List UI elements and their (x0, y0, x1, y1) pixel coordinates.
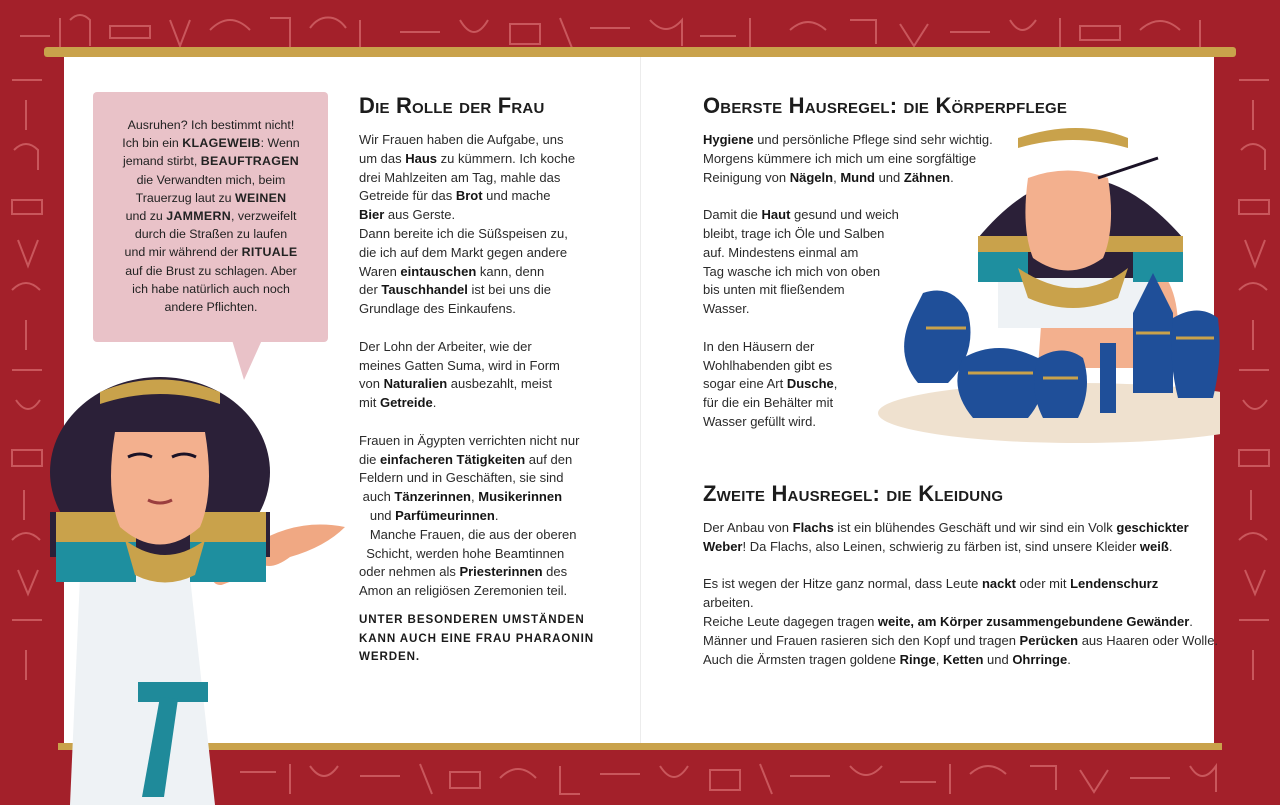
text-line (111, 134, 311, 152)
paragraph (703, 131, 1123, 187)
text-run: , verzweifelt (230, 209, 297, 224)
bold-term: JAMMERN (166, 209, 231, 224)
text-line (703, 594, 1183, 613)
text-run: Frauen in Ägypten verrichten nicht nur (359, 432, 580, 448)
text-line (359, 357, 599, 376)
text-line (703, 538, 1183, 557)
paragraph (359, 338, 599, 413)
section-role-of-women (359, 93, 599, 667)
text-run: Ich bin ein (122, 136, 183, 151)
paragraph-gap (359, 319, 599, 338)
text-line (703, 244, 1123, 263)
text-run: . (432, 395, 437, 411)
bold-term: geschickter (1116, 520, 1189, 535)
bold-term: KLAGEWEIB (182, 136, 261, 151)
text-line (703, 394, 1123, 413)
text-line (359, 545, 599, 564)
text-run: Der Anbau von (703, 520, 793, 535)
bold-term: Ohrringe (1012, 651, 1068, 667)
text-line (703, 613, 1193, 632)
bold-term: Perücken (1019, 632, 1079, 648)
text-line (359, 507, 599, 526)
bold-term: Dusche (786, 376, 834, 392)
text-line (359, 469, 599, 488)
text-run: um das (359, 150, 406, 166)
text-line (703, 281, 1123, 300)
text-run: zu kümmern. Ich koche (437, 150, 576, 166)
text-line (359, 338, 599, 357)
text-line (703, 131, 1123, 150)
text-run: durch die Straßen zu laufen (134, 227, 288, 242)
callout-pharaonin (359, 611, 599, 667)
text-line (111, 280, 311, 298)
bold-term: weiß (1139, 538, 1169, 554)
text-line (111, 171, 311, 189)
text-run: . (494, 507, 499, 523)
bold-term: Brot (455, 188, 483, 204)
text-run: ausbezahlt, meist (447, 376, 552, 392)
hieroglyph-band-right (1225, 50, 1280, 745)
text-line (703, 263, 1123, 282)
text-line (359, 150, 599, 169)
text-run: , (471, 489, 479, 505)
text-run: Tag wasche ich mich von oben (703, 263, 881, 279)
text-run: und (874, 169, 904, 185)
egyptian-woman-illustration (20, 362, 360, 805)
text-line (703, 632, 1219, 651)
text-run: der (359, 282, 382, 298)
bold-term: Weber (703, 538, 743, 554)
text-run: auf. Mindestens einmal am (703, 244, 859, 260)
text-run: In den Häusern der (703, 338, 815, 354)
text-run: , (833, 376, 838, 392)
text-line (111, 225, 311, 243)
paragraph (703, 575, 1219, 669)
text-run: Auch die Ärmsten tragen goldene (703, 651, 900, 667)
text-run: auch (359, 489, 395, 505)
text-run: Wir Frauen haben die Aufgabe, uns (359, 132, 564, 147)
text-run: meines Gatten Suma, wird in Form (359, 357, 560, 373)
text-run: Reiche Leute dagegen tragen (703, 613, 878, 629)
paragraph-gap (359, 413, 599, 432)
text-run: Wasser gefüllt wird. (703, 413, 816, 429)
paragraph-gap (703, 187, 1123, 206)
text-line (359, 563, 599, 582)
text-run: und mache (482, 188, 551, 204)
bold-term: Getreide (379, 395, 433, 411)
text-run: und mir während der (124, 245, 242, 260)
text-run: ! Da Flachs, also Leinen, schwierig zu färben ist, sind unsere Kleider (742, 538, 1140, 554)
text-run: Wasser. (703, 301, 750, 317)
text-line (111, 152, 311, 170)
paragraph-gap (703, 557, 1183, 576)
paragraph (703, 206, 1123, 319)
paragraph (703, 519, 1189, 557)
section-title-body-care: Oberste Hausregel: die Körperpflege (703, 93, 1068, 118)
text-run: Wohlhabenden gibt es (703, 357, 833, 373)
text-line (359, 263, 599, 282)
text-line (703, 206, 1123, 225)
bold-term: Lendenschurz (1070, 576, 1159, 592)
text-run: Grundlage des Einkaufens. (359, 301, 516, 317)
bold-term: Haut (761, 207, 791, 223)
text-line (111, 243, 311, 261)
section-clothing (703, 481, 1219, 669)
text-run: für die ein Behälter mit (703, 395, 834, 411)
text-run: sogar eine Art (703, 376, 787, 392)
paragraph (359, 131, 599, 319)
text-run: die Verwandten mich, beim (136, 172, 286, 187)
text-run: Getreide für das (359, 188, 456, 204)
text-line (703, 651, 1183, 670)
text-line (359, 281, 599, 300)
text-run: Dann bereite ich die Süßspeisen zu, (359, 225, 568, 241)
bold-term: einfacheren Tätigkeiten (379, 451, 526, 467)
bold-term: Bier (359, 207, 385, 223)
bold-term: Naturalien (383, 376, 448, 392)
text-run: aus Gerste. (384, 207, 456, 223)
text-run: von (359, 376, 384, 392)
bold-term: Parfümeurinnen (395, 507, 495, 523)
text-line (111, 207, 311, 225)
text-run: Damit die (703, 207, 762, 223)
bold-term: Ketten (942, 651, 984, 667)
paragraph (359, 432, 599, 601)
text-line (359, 244, 599, 263)
text-line (359, 488, 599, 507)
speech-bubble-text (111, 116, 311, 316)
section-body-care (703, 93, 1123, 432)
text-run: : Wenn (260, 136, 300, 151)
section-body-role-of-women (359, 131, 599, 601)
text-run: aus Haaren oder Wolle. (1078, 632, 1219, 648)
text-run: Waren (359, 263, 401, 279)
text-line (359, 169, 599, 188)
callout-line: UNTER BESONDEREN UMSTÄNDEN (359, 612, 585, 626)
text-run: Schicht, werden hohe Beamtinnen (359, 545, 565, 561)
text-line (703, 575, 1183, 594)
text-run: auf die Brust zu schlagen. Aber (125, 263, 297, 278)
text-run: bleibt, trage ich Öle und Salben (703, 225, 885, 241)
text-run: ich habe natürlich auch noch (132, 281, 290, 296)
text-run: die (359, 451, 380, 467)
text-line (703, 519, 1189, 538)
text-run: , (935, 651, 943, 667)
section-body-body-care (703, 131, 1123, 432)
bold-term: Nägeln (789, 169, 834, 185)
bold-term: Musikerinnen (478, 489, 563, 505)
text-run: ist ein blühendes Geschäft und wir sind ein Volk (833, 520, 1117, 535)
bold-term: RITUALE (241, 245, 298, 260)
text-run: . (1067, 651, 1071, 667)
bold-term: Zähnen (903, 169, 951, 185)
text-run: , (833, 169, 841, 185)
text-line (111, 116, 311, 134)
paragraph-gap (703, 319, 1123, 338)
text-line (703, 169, 1123, 188)
bold-term: WEINEN (235, 190, 287, 205)
text-line (359, 225, 599, 244)
text-run: bis unten mit fließendem (703, 282, 845, 298)
page-fold (640, 57, 641, 743)
text-run: Männer und Frauen rasieren sich den Kopf und tragen (703, 632, 1020, 648)
section-title-clothing: Zweite Hausregel: die Kleidung (703, 481, 1004, 506)
section-title-role-of-women: Die Rolle der Frau (359, 93, 545, 118)
text-run: oder mit (1015, 576, 1071, 592)
text-line (359, 300, 599, 319)
text-run: ist bei uns die (467, 282, 551, 298)
text-run: des (542, 564, 568, 580)
text-run: . (1189, 613, 1193, 629)
bold-term: BEAUFTRAGEN (200, 154, 300, 169)
text-run: auf den (525, 451, 573, 467)
text-run: jemand stirbt, (122, 154, 201, 169)
text-run: Amon an religiösen Zeremonien teil. (359, 583, 568, 599)
text-run: Morgens kümmere ich mich um eine sorgfältige (703, 150, 977, 166)
text-line (703, 300, 1123, 319)
text-run: . (1168, 538, 1173, 554)
bold-term: Hygiene (703, 132, 754, 147)
bold-term: Tänzerinnen (394, 489, 471, 505)
text-run: arbeiten. (703, 595, 754, 611)
bold-term: weite, am Körper zusammengebundene Gewänder (877, 613, 1190, 629)
text-line (359, 451, 599, 470)
bold-term: Mund (840, 169, 875, 185)
text-line (359, 394, 599, 413)
text-line (359, 375, 599, 394)
callout-line: WERDEN. (359, 650, 421, 664)
text-line (111, 298, 311, 316)
text-line (359, 187, 599, 206)
bold-term: Ringe (899, 651, 936, 667)
text-line (359, 582, 599, 601)
text-line (703, 375, 1123, 394)
text-run: Ausruhen? Ich bestimmt nicht! (127, 118, 295, 132)
text-run: Es ist wegen der Hitze ganz normal, dass Leute (703, 576, 982, 592)
bold-term: Tauschhandel (381, 282, 468, 298)
gold-scroll-rod-top (44, 47, 1236, 57)
text-run: Feldern und in Geschäften, sie sind (359, 470, 564, 486)
text-run: andere Pflichten. (164, 300, 258, 315)
text-line (111, 262, 311, 280)
text-run: mit (359, 395, 380, 411)
text-line (703, 357, 1123, 376)
text-run: und persönliche Pflege sind sehr wichtig. (753, 132, 993, 147)
text-line (359, 206, 599, 225)
text-line (111, 189, 311, 207)
text-line (359, 131, 599, 150)
bold-term: Priesterinnen (459, 564, 543, 580)
text-run: Trauerzug laut zu (135, 190, 236, 205)
text-run: und (359, 507, 396, 523)
text-run: die ich auf dem Markt gegen andere (359, 244, 568, 260)
bold-term: Flachs (792, 520, 834, 535)
text-line (703, 150, 1123, 169)
text-run: Reinigung von (703, 169, 790, 185)
bold-term: Haus (405, 150, 438, 166)
bold-term: nackt (981, 576, 1016, 592)
text-run: kann, denn (476, 263, 545, 279)
paragraph (703, 338, 1123, 432)
text-run: Manche Frauen, die aus der oberen (359, 526, 577, 542)
text-line (703, 225, 1123, 244)
text-run: drei Mahlzeiten am Tag, mahle das (359, 169, 561, 185)
text-run: und zu (125, 209, 167, 224)
text-line (703, 413, 1123, 432)
section-body-clothing (703, 519, 1219, 669)
text-line (359, 432, 599, 451)
text-run: Der Lohn der Arbeiter, wie der (359, 338, 532, 354)
text-run: . (950, 169, 954, 185)
bold-term: eintauschen (400, 263, 477, 279)
text-run: oder nehmen als (359, 564, 460, 580)
text-run: und (983, 651, 1013, 667)
text-line (359, 526, 599, 545)
text-line (703, 338, 1123, 357)
text-run: gesund und weich (790, 207, 899, 223)
callout-line: KANN AUCH EINE FRAU PHARAONIN (359, 631, 595, 645)
